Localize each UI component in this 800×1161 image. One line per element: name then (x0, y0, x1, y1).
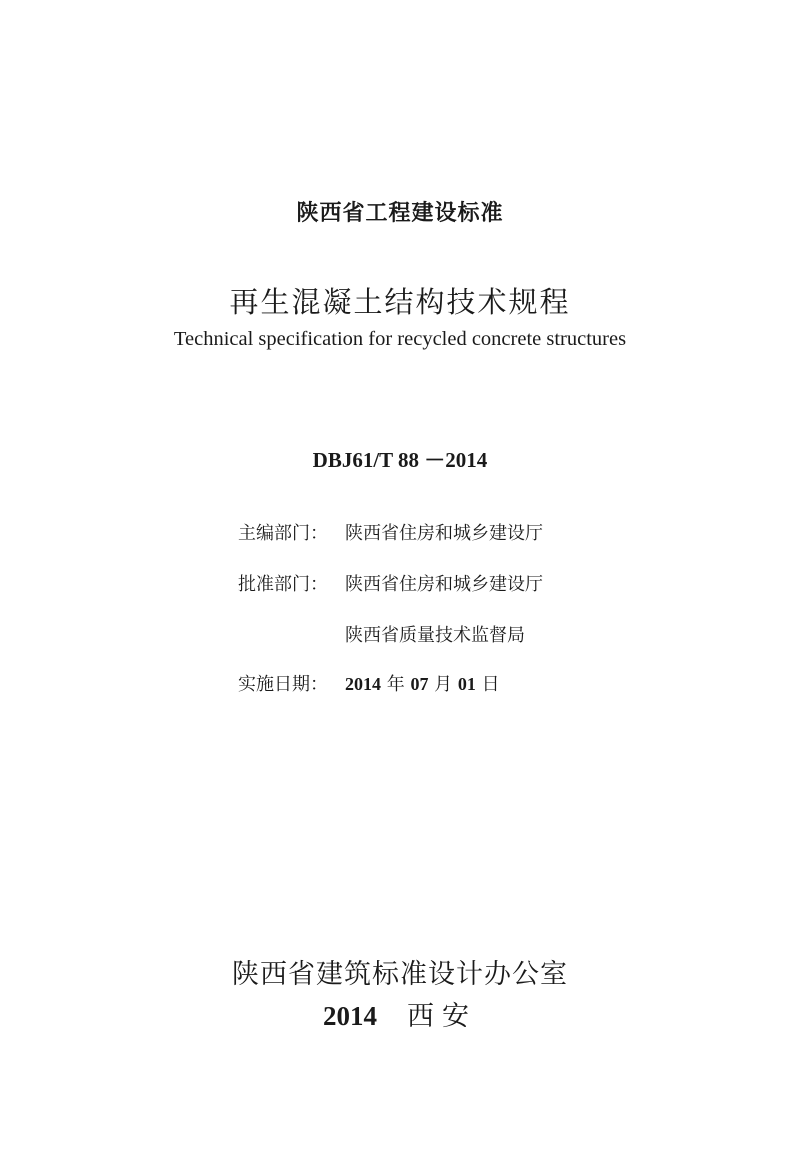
effective-date-row (238, 670, 500, 696)
effective-date-label: 实施日期： (238, 674, 328, 695)
standard-code: DBJ61/T 88 －2014 (312, 448, 488, 472)
day-unit: 日 (475, 674, 500, 695)
approver-row-2 (238, 621, 525, 647)
standard-series-heading: 陕西省工程建设标准 (296, 201, 504, 226)
document-title-english: Technical specification for recycled concrete structures (173, 328, 627, 350)
editor-row (238, 519, 543, 545)
approver-value-1: 陕西省住房和城乡建设厅 (345, 574, 543, 595)
approver-value-2: 陕西省质量技术监督局 (345, 625, 525, 646)
editor-value: 陕西省住房和城乡建设厅 (345, 523, 543, 544)
effective-year: 2014 (345, 674, 381, 694)
editor-label: 主编部门： (238, 523, 328, 544)
approver-row (238, 570, 543, 596)
publication-city: 西安 (407, 1001, 477, 1032)
publication-year: 2014 (323, 1001, 377, 1031)
effective-date-value (345, 670, 500, 696)
month-unit: 月 (428, 674, 458, 695)
publisher-name: 陕西省建筑标准设计办公室 (232, 959, 568, 990)
document-title-chinese: 再生混凝土结构技术规程 (229, 285, 571, 319)
approver-label: 批准部门： (238, 574, 328, 595)
year-unit: 年 (381, 674, 411, 695)
effective-day: 01 (457, 674, 476, 694)
publisher-year-city (0, 994, 800, 1033)
effective-month: 07 (410, 674, 429, 694)
